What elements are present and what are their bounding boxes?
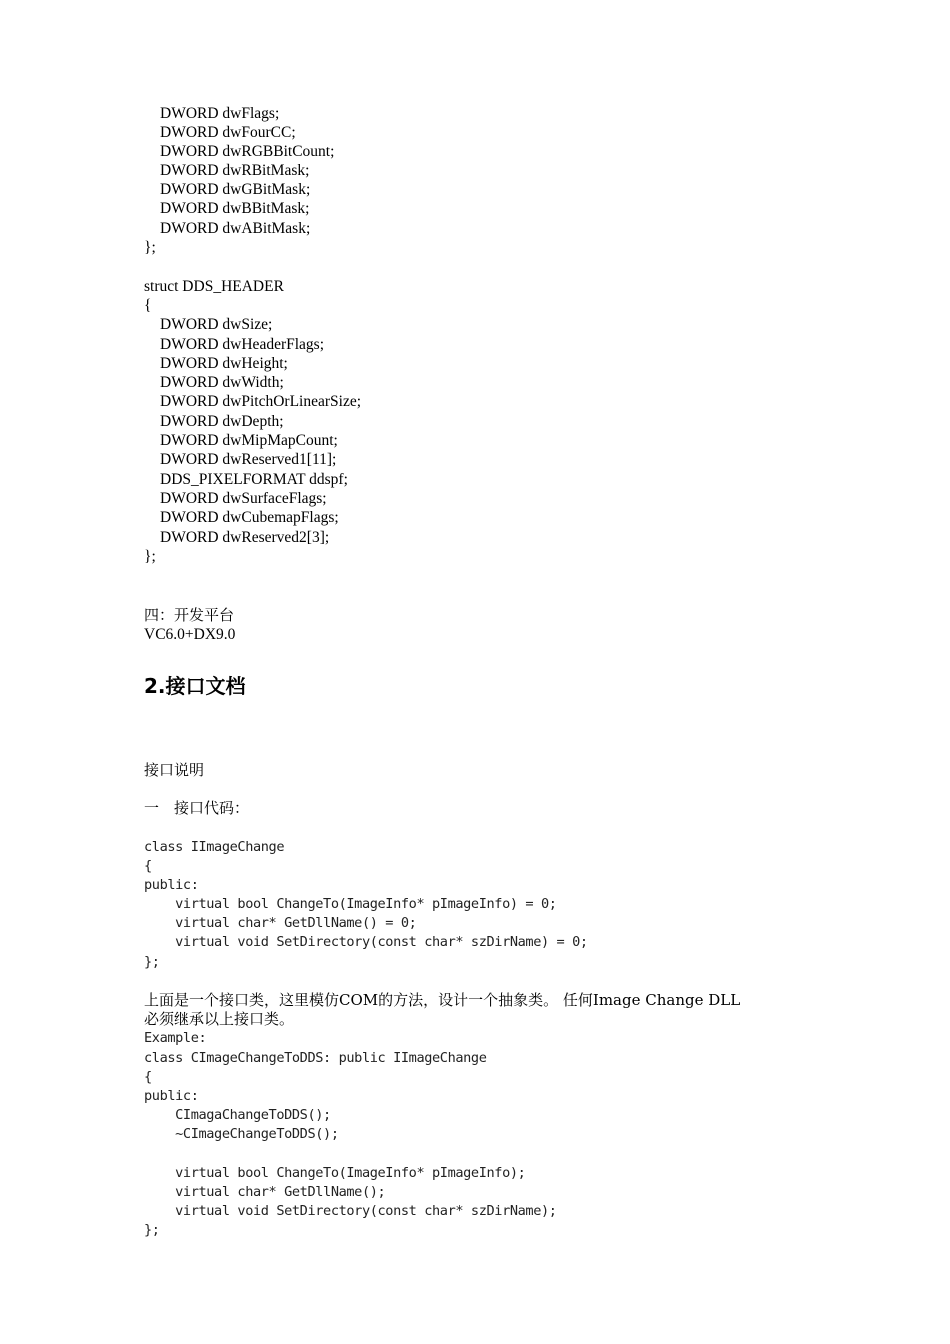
code-line: DWORD dwReserved2[3]; — [160, 529, 330, 546]
code-line: DWORD dwCubemapFlags; — [160, 509, 339, 526]
code-line: DWORD dwReserved1[11]; — [160, 451, 337, 468]
code-line: }; — [144, 1222, 160, 1238]
code-line: virtual bool ChangeTo(ImageInfo* pImageInfo); — [144, 1165, 526, 1181]
code-line: DWORD dwSize; — [160, 316, 273, 333]
code-line: virtual void SetDirectory(const char* szDirName); — [144, 1203, 557, 1219]
code-line: DWORD dwGBitMask; — [160, 181, 311, 198]
code-line: { — [144, 858, 152, 874]
code-line: DWORD dwFlags; — [160, 105, 280, 122]
interface-description-label: 接口说明 — [144, 761, 205, 779]
code-line: virtual void SetDirectory(const char* szDirName) = 0; — [144, 934, 588, 950]
struct-declaration: struct DDS_HEADER — [144, 278, 284, 295]
code-line: { — [144, 297, 152, 314]
code-line: public: — [144, 877, 199, 893]
code-line: DWORD dwDepth; — [160, 413, 284, 430]
interface-code-label: 一 接口代码： — [144, 799, 250, 817]
platform-value: VC6.0+DX9.0 — [144, 626, 236, 643]
code-line: DWORD dwABitMask; — [160, 220, 311, 237]
code-line: CImagaChangeToDDS(); — [144, 1107, 331, 1123]
code-line: { — [144, 1069, 152, 1085]
platform-heading: 四：开发平台 — [144, 606, 235, 624]
section-title: 2.接口文档 — [144, 674, 246, 698]
code-line: virtual bool ChangeTo(ImageInfo* pImageInfo) = 0; — [144, 896, 557, 912]
code-line: DWORD dwRGBBitCount; — [160, 143, 335, 160]
code-line: DWORD dwWidth; — [160, 374, 284, 391]
code-line: class CImageChangeToDDS: public IImageChange — [144, 1050, 487, 1066]
code-line: DWORD dwHeaderFlags; — [160, 336, 325, 353]
code-line: ~CImageChangeToDDS(); — [144, 1126, 339, 1142]
code-line: DDS_PIXELFORMAT ddspf; — [160, 471, 348, 488]
code-line: virtual char* GetDllName() = 0; — [144, 915, 417, 931]
code-line: DWORD dwFourCC; — [160, 124, 296, 141]
code-line: DWORD dwHeight; — [160, 355, 288, 372]
code-line: }; — [144, 954, 160, 970]
code-line: public: — [144, 1088, 199, 1104]
code-line: }; — [144, 239, 156, 256]
code-line: class IImageChange — [144, 839, 285, 855]
explanation-line: 必须继承以上接口类。 — [144, 1010, 295, 1028]
code-line: DWORD dwMipMapCount; — [160, 432, 338, 449]
code-line: }; — [144, 548, 156, 565]
code-line: DWORD dwSurfaceFlags; — [160, 490, 327, 507]
code-line: DWORD dwPitchOrLinearSize; — [160, 393, 362, 410]
code-line: virtual char* GetDllName(); — [144, 1184, 386, 1200]
code-line: DWORD dwBBitMask; — [160, 200, 310, 217]
code-line: Example: — [144, 1030, 207, 1046]
code-line: DWORD dwRBitMask; — [160, 162, 310, 179]
explanation-line: 上面是一个接口类，这里模仿COM的方法，设计一个抽象类。 任何Image Change DLL — [144, 991, 741, 1009]
